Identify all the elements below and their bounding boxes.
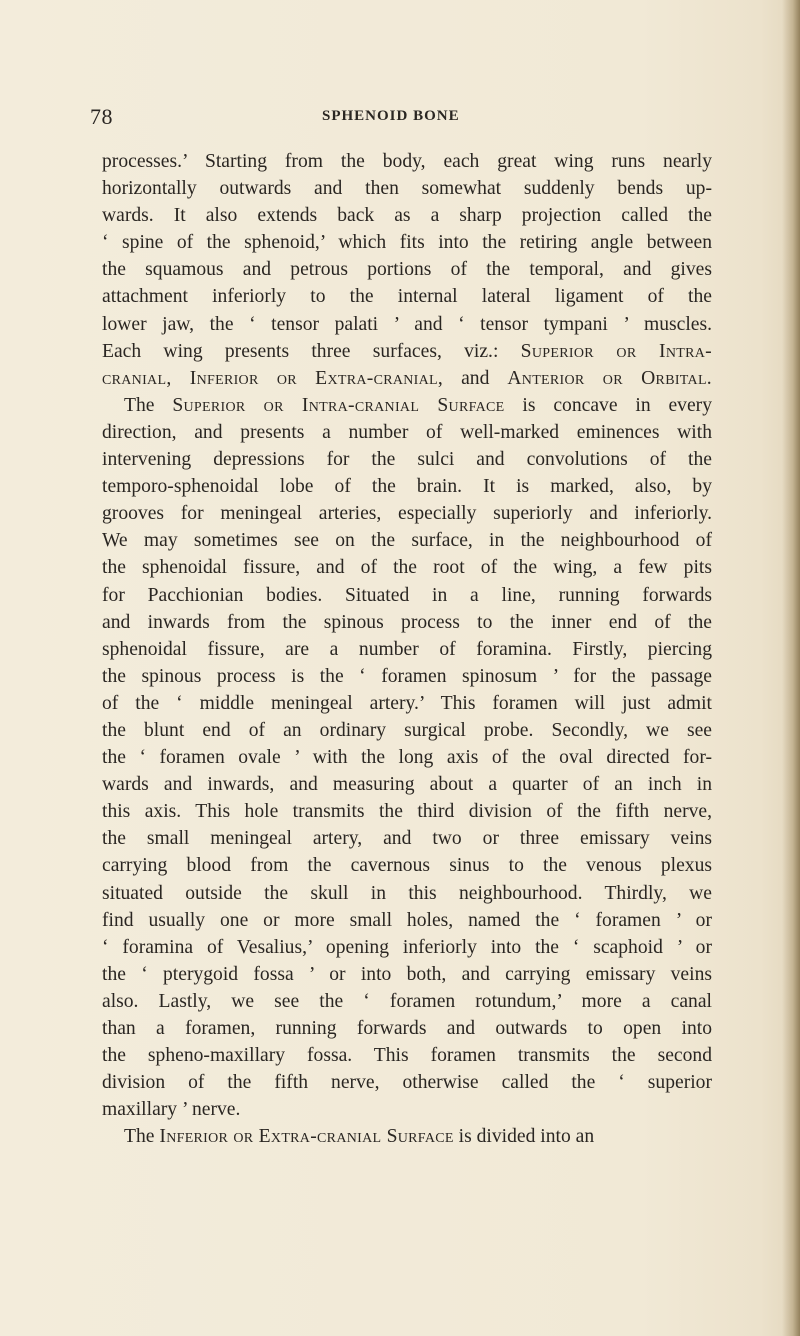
text-line: grooves for meningeal arteries, especially superiorly and inferiorly. bbox=[102, 503, 712, 525]
text-line: the spinous process is the ‘ foramen spinosum ’ for the passage bbox=[102, 665, 712, 687]
page-edge-shadow bbox=[782, 0, 800, 1336]
text-line bbox=[102, 392, 712, 419]
small-caps-term: Superior or Intra-cranial Surface bbox=[172, 394, 505, 416]
text-line: ‘ spine of the sphenoid,’ which fits into the retiring angle between bbox=[102, 232, 712, 254]
text-line bbox=[102, 1123, 712, 1150]
text-line: wards and inwards, and measuring about a quarter of an inch in bbox=[102, 774, 712, 796]
text-line: the squamous and petrous portions of the temporal, and gives bbox=[102, 259, 712, 281]
text-line: processes.’ Starting from the body, each great wing runs nearly bbox=[102, 151, 712, 172]
text-run: and bbox=[443, 367, 508, 389]
text-line bbox=[102, 365, 712, 392]
text-run: The bbox=[124, 1126, 160, 1148]
text-line: find usually one or more small holes, named the ‘ foramen ’ or bbox=[102, 909, 712, 931]
text-line: intervening depressions for the sulci and convolutions of the bbox=[102, 449, 712, 471]
text-line: of the ‘ middle meningeal artery.’ This foramen will just admit bbox=[102, 692, 712, 714]
text-line: ‘ foramina of Vesalius,’ opening inferiorly into the ‘ scaphoid ’ or bbox=[102, 936, 712, 958]
small-caps-term: Inferior or Extra-cranial, bbox=[189, 367, 444, 389]
text-line: lower jaw, the ‘ tensor palati ’ and ‘ tensor tympani ’ muscles. bbox=[102, 313, 712, 335]
text-line: attachment inferiorly to the internal lateral ligament of the bbox=[102, 286, 712, 308]
text-line: for Pacchionian bodies. Situated in a line, running forwards bbox=[102, 584, 712, 606]
text-line: direction, and presents a number of well-marked eminences with bbox=[102, 421, 712, 443]
page-header bbox=[0, 104, 800, 134]
small-caps-term: cranial, bbox=[102, 367, 190, 389]
body-text bbox=[102, 148, 712, 1150]
text-line: than a foramen, running forwards and outwards to open into bbox=[102, 1018, 712, 1039]
text-line: also. Lastly, we see the ‘ foramen rotundum,’ more a canal bbox=[102, 990, 712, 1012]
text-line: the spheno-maxillary fossa. This foramen transmits the second bbox=[102, 1045, 712, 1067]
text-run: is concave in every bbox=[504, 394, 712, 416]
text-line: situated outside the skull in this neighbourhood. Thirdly, we bbox=[102, 882, 712, 904]
text-run: Each wing presents three surfaces, viz.: bbox=[102, 340, 521, 362]
text-line: the sphenoidal fissure, and of the root of the wing, a few pits bbox=[102, 557, 712, 579]
text-line: We may sometimes see on the surface, in the neighbourhood of bbox=[102, 530, 712, 552]
text-line: and inwards from the spinous process to the inner end of the bbox=[102, 611, 712, 633]
text-line: the small meningeal artery, and two or three emissary veins bbox=[102, 828, 712, 850]
small-caps-term: Anterior or Orbital. bbox=[507, 367, 712, 389]
text-line: maxillary ’ nerve. bbox=[102, 1099, 241, 1121]
small-caps-term: Superior or Intra- bbox=[520, 340, 713, 362]
text-run: is divided into an bbox=[453, 1126, 595, 1148]
text-run: The bbox=[124, 394, 173, 416]
text-line: sphenoidal fissure, are a number of foramina. Firstly, piercing bbox=[102, 638, 712, 660]
text-line: the ‘ foramen ovale ’ with the long axis of the oval directed for- bbox=[102, 747, 712, 769]
text-line: temporo-sphenoidal lobe of the brain. It is marked, also, by bbox=[102, 476, 712, 498]
text-line: the blunt end of an ordinary surgical probe. Secondly, we see bbox=[102, 719, 712, 741]
text-line: carrying blood from the cavernous sinus to the venous plexus bbox=[102, 855, 712, 877]
text-line: horizontally outwards and then somewhat suddenly bends up- bbox=[102, 178, 712, 200]
text-line: the ‘ pterygoid fossa ’ or into both, and carrying emissary veins bbox=[102, 963, 712, 985]
small-caps-term: Inferior or Extra-cranial Surface bbox=[159, 1126, 454, 1148]
text-line bbox=[102, 338, 712, 365]
text-line: this axis. This hole transmits the third division of the fifth nerve, bbox=[102, 801, 712, 823]
text-line: division of the fifth nerve, otherwise called the ‘ superior bbox=[102, 1072, 712, 1094]
page-number: 78 bbox=[90, 104, 113, 129]
running-head: SPHENOID BONE bbox=[322, 108, 460, 124]
text-line: wards. It also extends back as a sharp projection called the bbox=[102, 205, 712, 227]
